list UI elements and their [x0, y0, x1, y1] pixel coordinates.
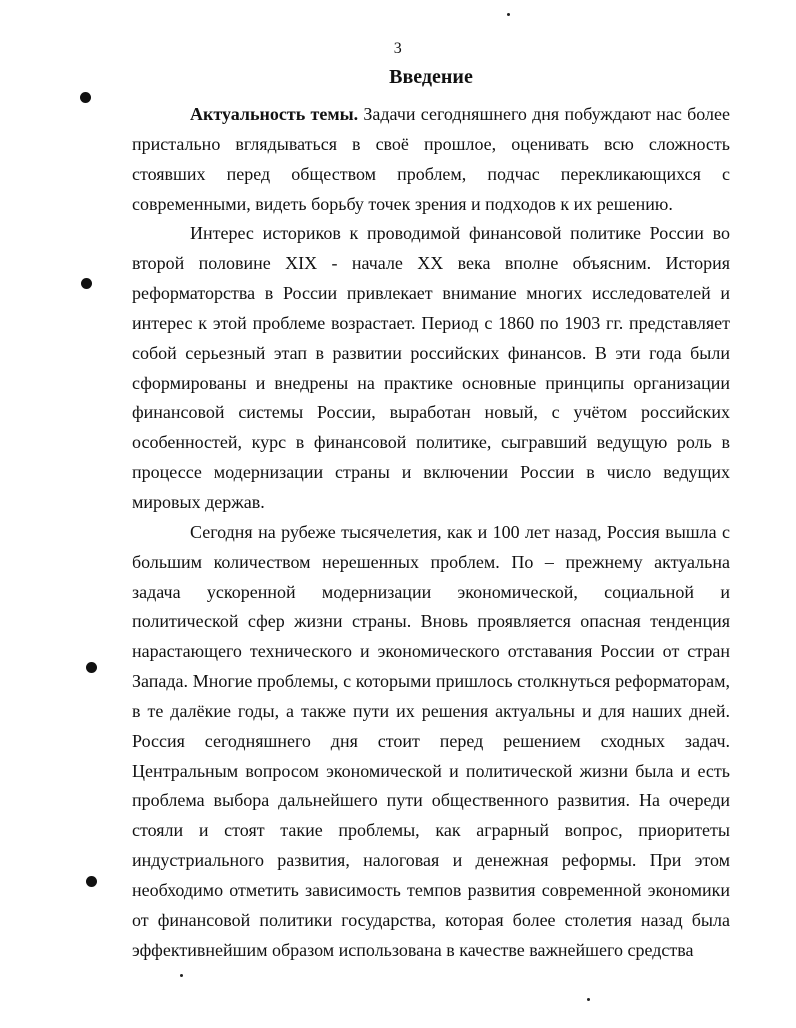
paragraph-lead: Актуальность темы. [190, 104, 359, 124]
paragraph-text: Задачи сегодняшнего дня побуждают нас более пристально вглядываться в своё прошлое, оценивать всю сложность стоявших перед обществом проблем, подчас перекликающихся с современными, видеть борьбу точек зрения и подходов к их решению. [132, 104, 730, 214]
paragraph [132, 219, 730, 517]
scan-speck [587, 998, 590, 1001]
scan-speck [507, 13, 510, 16]
scan-speck [180, 974, 183, 977]
binder-hole-mark [86, 876, 97, 887]
paragraph-text: Интерес историков к проводимой финансовой политике России во второй половине XIX - начале XX века вполне объясним. История реформаторства в России привлекает внимание многих исследователей и интерес к этой проблеме возрастает. Период с 1860 по 1903 гг. представляет собой серьезный этап в развитии российских финансов. В эти года были сформированы и внедрены на практике основные принципы организации финансовой системы России, выработан новый, с учётом российских особенностей, курс в финансовой политике, сыгравший ведущую роль в процессе модернизации страны и включении России в число ведущих мировых держав. [132, 223, 730, 512]
page-title: Введение [389, 66, 473, 88]
binder-hole-mark [86, 662, 97, 673]
paragraph [132, 518, 730, 966]
paragraph [132, 100, 730, 219]
paragraph-text: Сегодня на рубеже тысячелетия, как и 100 лет назад, Россия вышла с большим количеством нерешенных проблем. По – прежнему актуальна задача ускоренной модернизации экономической, социальной и политической сфер жизни страны. Вновь проявляется опасная тенденция нарастающего технического и экономического отставания России от стран Запада. Многие проблемы, с которыми пришлось столкнуться реформаторам, в те далёкие годы, а также пути их решения актуальны и для наших дней. Россия сегодняшнего дня стоит перед решением сходных задач. Центральным вопросом экономической и политической жизни была и есть проблема выбора дальнейшего пути общественного развития. На очереди стояли и стоят такие проблемы, как аграрный вопрос, приоритеты индустриального развития, налоговая и денежная реформы. При этом необходимо отметить зависимость темпов развития современной экономики от финансовой политики государства, которая более столетия назад была эффективнейшим образом использована в качестве важнейшего средства [132, 521, 730, 960]
body-text [132, 100, 730, 965]
binder-hole-mark [80, 92, 91, 103]
page-number: 3 [393, 40, 403, 57]
binder-hole-mark [81, 278, 92, 289]
